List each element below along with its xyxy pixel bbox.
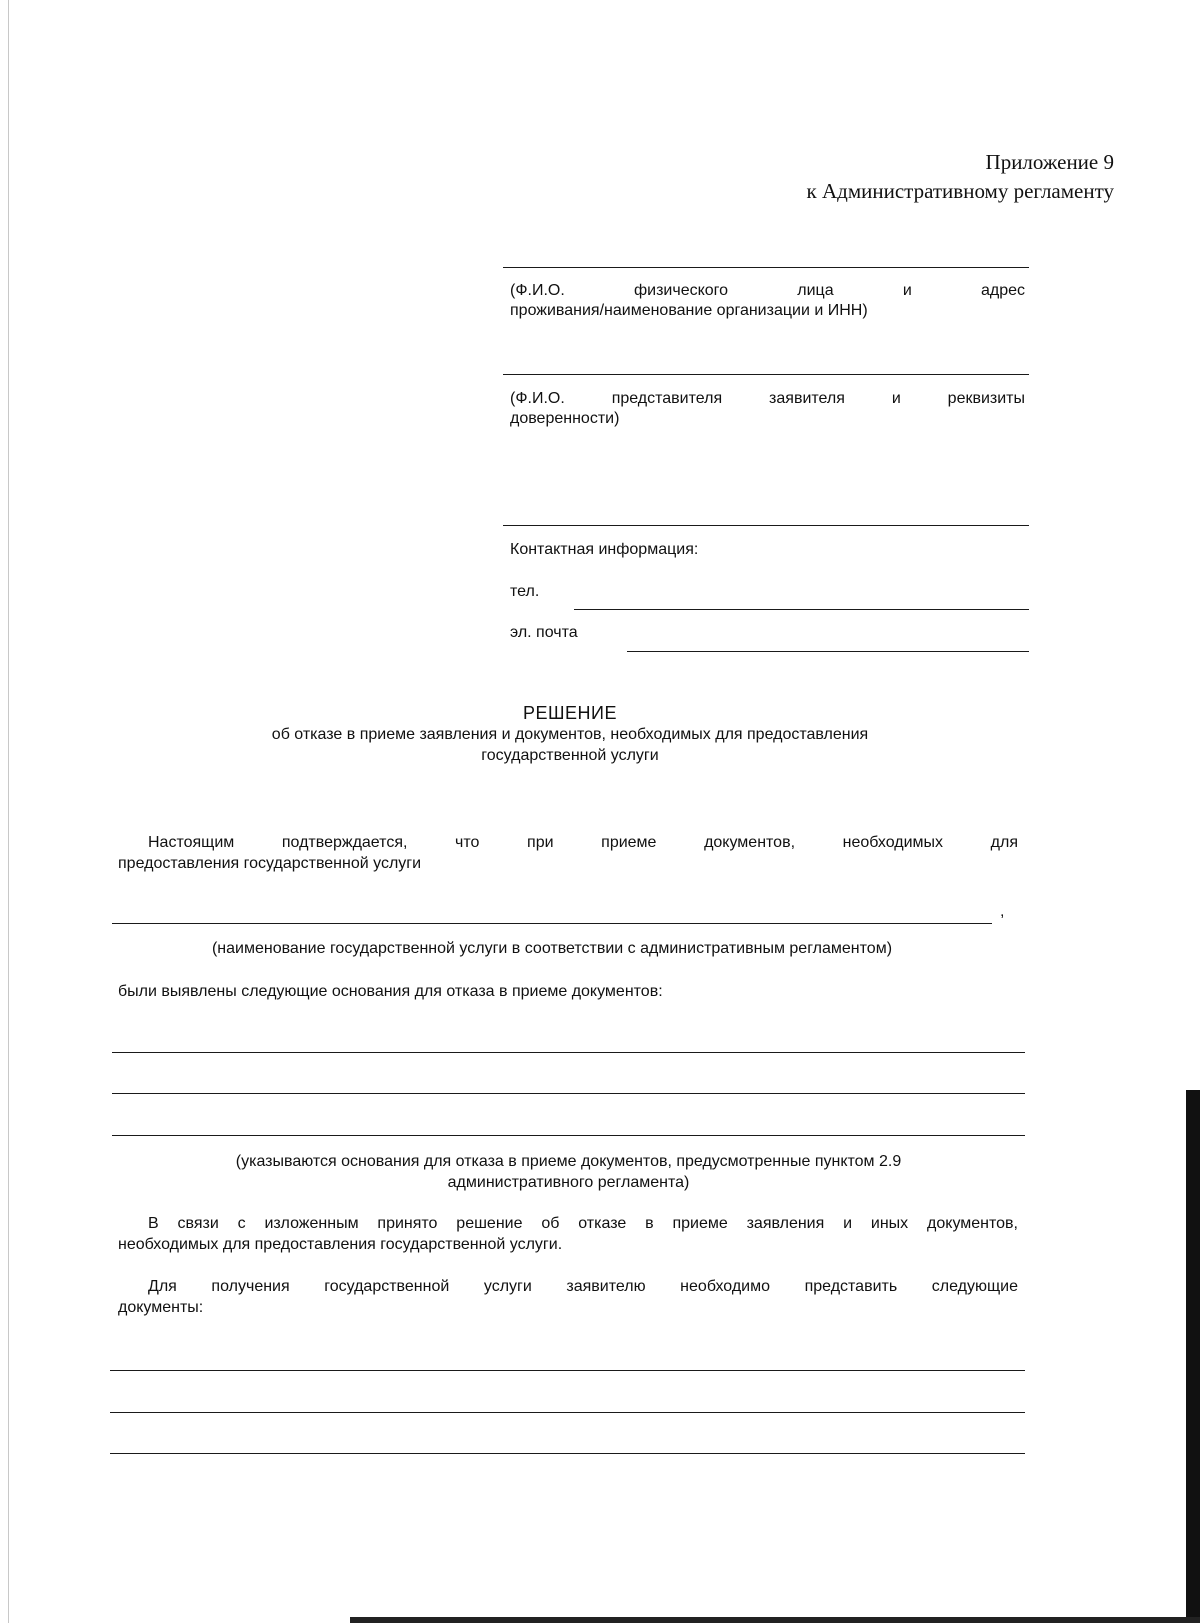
representative-caption-line2: доверенности): [510, 410, 620, 427]
email-label: эл. почта: [510, 624, 578, 641]
required-docs-line-2: [110, 1412, 1025, 1413]
grounds-line-3: [112, 1135, 1025, 1136]
decision-paragraph: [118, 1213, 1018, 1255]
grounds-line-2: [112, 1093, 1025, 1094]
applicant-fio-caption-line2: проживания/наименование организации и ИНН): [510, 302, 868, 319]
decision-line2: необходимых для предоставления государственной услуги.: [118, 1236, 563, 1253]
grounds-caption-line1: (указываются основания для отказа в приеме документов, предусмотренные пунктом 2.9: [235, 1153, 902, 1170]
appendix-number: Приложение 9: [985, 150, 1114, 174]
applicant-fio-caption-line1: (Ф.И.О. физического лица и адрес: [510, 282, 1025, 299]
scan-left-edge: [8, 0, 9, 1623]
email-field-line: [627, 651, 1029, 652]
representative-caption-line1: (Ф.И.О. представителя заявителя и реквизиты: [510, 390, 1025, 407]
decision-title: [140, 703, 1000, 766]
applicant-fio-line: [503, 267, 1029, 268]
grounds-caption-line2: административного регламента): [447, 1174, 690, 1191]
appendix-header: [807, 148, 1114, 206]
decision-subtitle-line1: об отказе в приеме заявления и документов, необходимых для предоставления: [271, 726, 869, 743]
representative-caption: [510, 389, 1025, 429]
required-docs-line1: Для получения государственной услуги заявителю необходимо представить следующие: [148, 1278, 1018, 1295]
confirmation-line2: предоставления государственной услуги: [118, 855, 422, 872]
applicant-fio-caption: [510, 281, 1025, 321]
service-name-comma: ,: [1000, 903, 1005, 920]
decision-heading: РЕШЕНИЕ: [523, 703, 617, 723]
phone-field-line: [574, 609, 1029, 610]
decision-subtitle-line2: государственной услуги: [481, 747, 659, 764]
decision-line1: В связи с изложенным принято решение об отказе в приеме заявления и иных документов,: [148, 1215, 1018, 1232]
confirmation-line1: Настоящим подтверждается, что при приеме документов, необходимых для: [148, 834, 1018, 851]
grounds-intro: были выявлены следующие основания для отказа в приеме документов:: [118, 983, 663, 1000]
contact-label: Контактная информация:: [510, 541, 699, 558]
scan-bottom-edge: [350, 1617, 1200, 1623]
contact-top-line: [503, 525, 1029, 526]
required-docs-line-1: [110, 1370, 1025, 1371]
required-docs-line-3: [110, 1453, 1025, 1454]
grounds-caption: [112, 1151, 1025, 1193]
appendix-reference: к Административному регламенту: [806, 179, 1114, 203]
grounds-line-1: [112, 1052, 1025, 1053]
required-docs-line2: документы:: [118, 1299, 204, 1316]
scan-right-edge: [1186, 1090, 1200, 1623]
service-name-line: [112, 923, 992, 924]
phone-label: тел.: [510, 583, 540, 600]
required-docs-paragraph: [118, 1276, 1018, 1318]
confirmation-paragraph: [118, 832, 1018, 874]
service-name-caption: (наименование государственной услуги в соответствии с административным регламентом): [211, 940, 893, 957]
representative-line: [503, 374, 1029, 375]
